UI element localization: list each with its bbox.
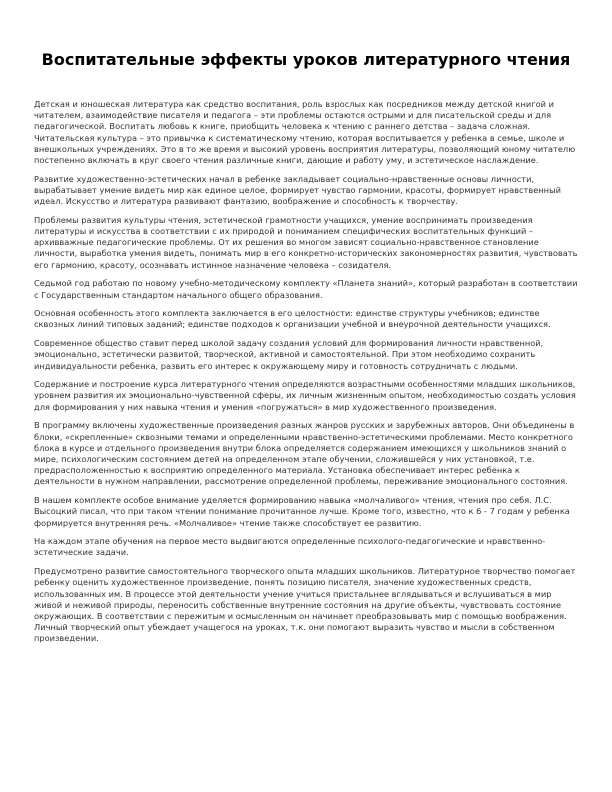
document-body: [34, 99, 582, 652]
paragraph: Детская и юношеская литература как средство воспитания, роль взрослых как посредников между детской книгой и читателем, взаимодействие писателя и педагога – эти проблемы остаются острыми и для писательской среды и для педагогической. Воспитать любовь к книге, приобщить человека к чтению с раннего детства – задача сложная. Читательская культура – это привычка к систематическому чтению, которая воспитывается у ребенка в семье, школе и внешкольных учреждениях. Это в то же время и высокий уровень восприятия литературы, позволяющий юному читателю постепенно включать в круг своего чтения различные книги, дающие и работу уму, и эстетическое наслаждение.: [34, 99, 576, 166]
paragraph: Современное общество ставит перед школой задачу создания условий для формирования личности нравственной, эмоционально, эстетически развитой, творческой, активной и самостоятельной. При этом необходимо сохранить индивидуальности ребенка, развить его интерес к окружающему миру и готовность сотрудничать с людьми.: [34, 338, 544, 371]
paragraph: Предусмотрено развитие самостоятельного творческого опыта младших школьников. Литературное творчество помогает ребенку оценить художественное произведение, понять позицию писателя, значение художественных средств, использованных им. В процессе этой деятельности учение учиться пристальнее вглядываться и вслушиваться в мир живой и неживой природы, переносить собственные внутренние состояния на другие объекты, чувствовать состояние окружающих. В соответствии с пережитым и осмысленным он начинает преобразовывать мир с помощью воображения. Личный творческий опыт убеждает учащегося на уроках, т.к. они помогают выразить чувство и мысли в собственном произведении.: [34, 566, 576, 644]
paragraph: В программу включены художественные произведения разных жанров русских и зарубежных авторов. Они объединены в блоки, «скрепленные» сквозными темами и определенными нравственно-эстетическими проблемами. Место конкретного блока в курсе и отдельного произведения внутри блока определяется содержанием имеющихся у школьников знаний о мире, психологическим состоянием детей на определенном этапе обучении, сложившейся у них установкой, т.е. предрасположенностью к восприятию определенного материала. Установка обеспечивает интерес ребенка к деятельности в нужном направлении, рассмотрение определенной проблемы, переживание эмоционального состояния.: [34, 420, 575, 487]
paragraph: В нашем комплекте особое внимание уделяется формированию навыка «молчаливого» чтения, чтения про себя. Л.С. Высоцкий писал, что при таком чтении понимание прочитанное лучше. Кроме того, известно, что к 6 - 7 годам у ребенка формируется внутренняя речь. «Молчаливое» чтение также способствует ее развитию.: [34, 495, 570, 528]
paragraph: Проблемы развития культуры чтения, эстетической грамотности учащихся, умение воспринимать произведения литературы и искусства в соответствии с их природой и пониманием специфических воспитательных функций – архивважные педагогические проблемы. От их решения во многом зависят социально-нравственное становление личности, выработка умения видеть, понимать мир в его конкретно-исторических закономерностях развития, чувствовать его гармонию, красоту, осознавать истинное назначение человека – созидателя.: [34, 214, 578, 270]
paragraph: На каждом этапе обучения на первое место выдвигаются определенные психолого-педагогические и нравственно-эстетические задачи.: [34, 536, 546, 558]
paragraph: Основная особенность этого комплекта заключается в его целостности: единстве структуры учебников; единстве сквозных линий типовых заданий; единстве подходов к организации учебной и внеурочной деятельности учащихся.: [34, 308, 551, 330]
paragraph: Развитие художественно-эстетических начал в ребенке закладывает социально-нравственные основы личности, вырабатывает умение видеть мир как единое целое, формирует чувство гармонии, красоты, формирует нравственный идеал. Искусство и литература развивают фантазию, воображение и способность к творчеству.: [34, 173, 561, 207]
paragraph: Седьмой год работаю по новому учебно-методическому комплекту «Планета знаний», который разработан в соответствии с Государственным стандартом начального общего образования.: [34, 278, 578, 300]
document-title: Воспитательные эффекты уроков литературного чтения: [41, 50, 571, 69]
paragraph: Содержание и построение курса литературного чтения определяются возрастными особенностями младших школьников, уровнем развития их эмоционально-чувственной сферы, их личным жизненным опытом, необходимостью создать условия для формирования у них навыка чтения и умения «погружаться» в мир художественного произведения.: [34, 379, 576, 412]
